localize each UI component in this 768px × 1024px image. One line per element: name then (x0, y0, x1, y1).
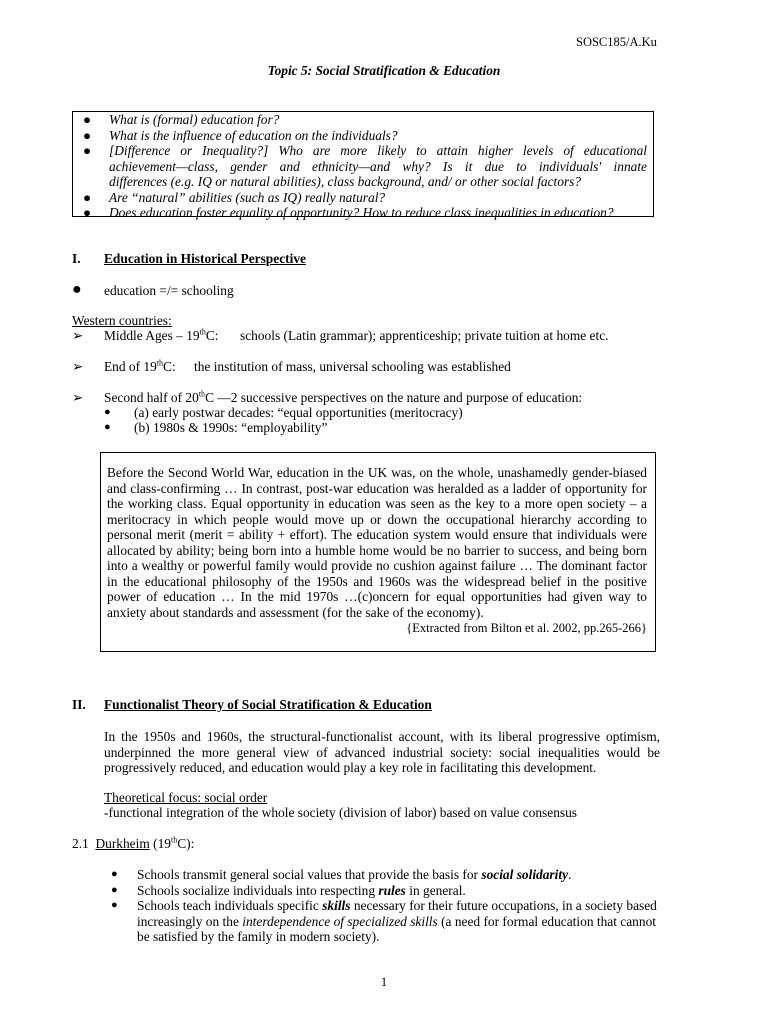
middle-ages-line: Middle Ages – 19thC: (104, 327, 219, 343)
page-number: 1 (380, 975, 388, 989)
durkheim-list (111, 867, 661, 945)
section-heading-2: II. Functionalist Theory of Social Stratification & Education (72, 697, 432, 712)
schooling-bullet: education =/= schooling (104, 283, 234, 298)
questions-box (72, 111, 654, 220)
quote-box (100, 452, 656, 652)
bullet-dot: ● (104, 406, 111, 418)
functionalist-paragraph: In the 1950s and 1960s, the structural-functionalist account, with its liberal progressive optimism, underpinned the more general view of advanced industrial society: social inequalities would be progressively reduced, and education would play a key role in facilitating this development. (104, 729, 660, 775)
page-title: Topic 5: Social Stratification & Education (267, 63, 501, 78)
question-item: ● [Difference or Inequality?] Who are more likely to attain higher levels of educational (83, 143, 647, 158)
question-item-cont: differences (e.g. IQ or natural abilities), class background, and/ or other social factors? (109, 174, 582, 189)
theoretical-focus-detail: -functional integration of the whole society (division of labor) based on value consensus (104, 805, 578, 820)
question-item: ● What is the influence of education on the individuals? (83, 127, 398, 143)
arrow-icon: ➢ (72, 359, 84, 374)
end-19c-detail: the institution of mass, universal schooling was established (194, 359, 511, 374)
sub-bullet-b: (b) 1980s & 1990s: “employability” (134, 420, 328, 435)
list-item: ● Schools teach individuals specific skills necessary for their future occupations, in a society based increasingly on the interdependence of specialized skills (a need for formal education that cannot be satisfied by the family in modern society). (111, 898, 657, 944)
arrow-icon: ➢ (72, 390, 84, 405)
bullet-dot: ● (104, 421, 111, 433)
bullet-dot: ● (72, 281, 82, 298)
western-label: Western countries: (72, 313, 172, 328)
sub-bullet-a: (a) early postwar decades: “equal opportunities (meritocracy) (134, 405, 463, 420)
question-item: ● What is (formal) education for? (83, 112, 280, 127)
question-item-cont: achievement—class, gender and ethnicity—and why? Is it due to individuals' innate (109, 158, 647, 174)
question-item: ● Are “natural” abilities (such as IQ) really natural? (83, 189, 386, 205)
middle-ages-detail: schools (Latin grammar); apprenticeship; private tuition at home etc. (240, 328, 609, 343)
question-item: ● Does education foster equality of opportunity? How to reduce class inequalities in education? (83, 205, 614, 220)
list-item: ● Schools transmit general social values that provide the basis for social solidarity. (111, 867, 572, 882)
theoretical-focus-label: Theoretical focus: social order (104, 790, 268, 805)
course-code: SOSC185/A.Ku (576, 35, 657, 49)
list-item: ● Schools socialize individuals into respecting rules in general. (111, 882, 466, 898)
quote-text: Before the Second World War, education in the UK was, on the whole, unashamedly gender-biased and class-confirming … In contrast, post-war education was heralded as a ladder of opportunity for the working class. Equal opportunity in education was seen as the key to a more open society – a meritocracy in which people would move up or down the occupational hierarchy according to personal merit (merit = ability + effort). The education system would ensure that individuals were allocated by ability; being born into a humble home would be no barrier to success, and being born into a wealthy or powerful family would provide no cushion against failure … The dominant factor in the educational philosophy of the 1950s and 1960s was the widespread belief in the positive power of education … In the mid 1970s …(c)oncern for equal opportunities had given way to anxiety about standards and assessment (for the sake of the economy). (107, 465, 647, 620)
quote-source: {Extracted from Bilton et al. 2002, pp.265-266} (406, 621, 647, 635)
end-19c-line: End of 19thC: (104, 358, 176, 374)
section-heading-1: I. Education in Historical Perspective (72, 251, 306, 266)
arrow-icon: ➢ (72, 328, 84, 343)
durkheim-subheading: 2.1 Durkheim (19thC): (72, 835, 195, 851)
second-half-line: Second half of 20thC —2 successive perspectives on the nature and purpose of education: (104, 389, 583, 405)
